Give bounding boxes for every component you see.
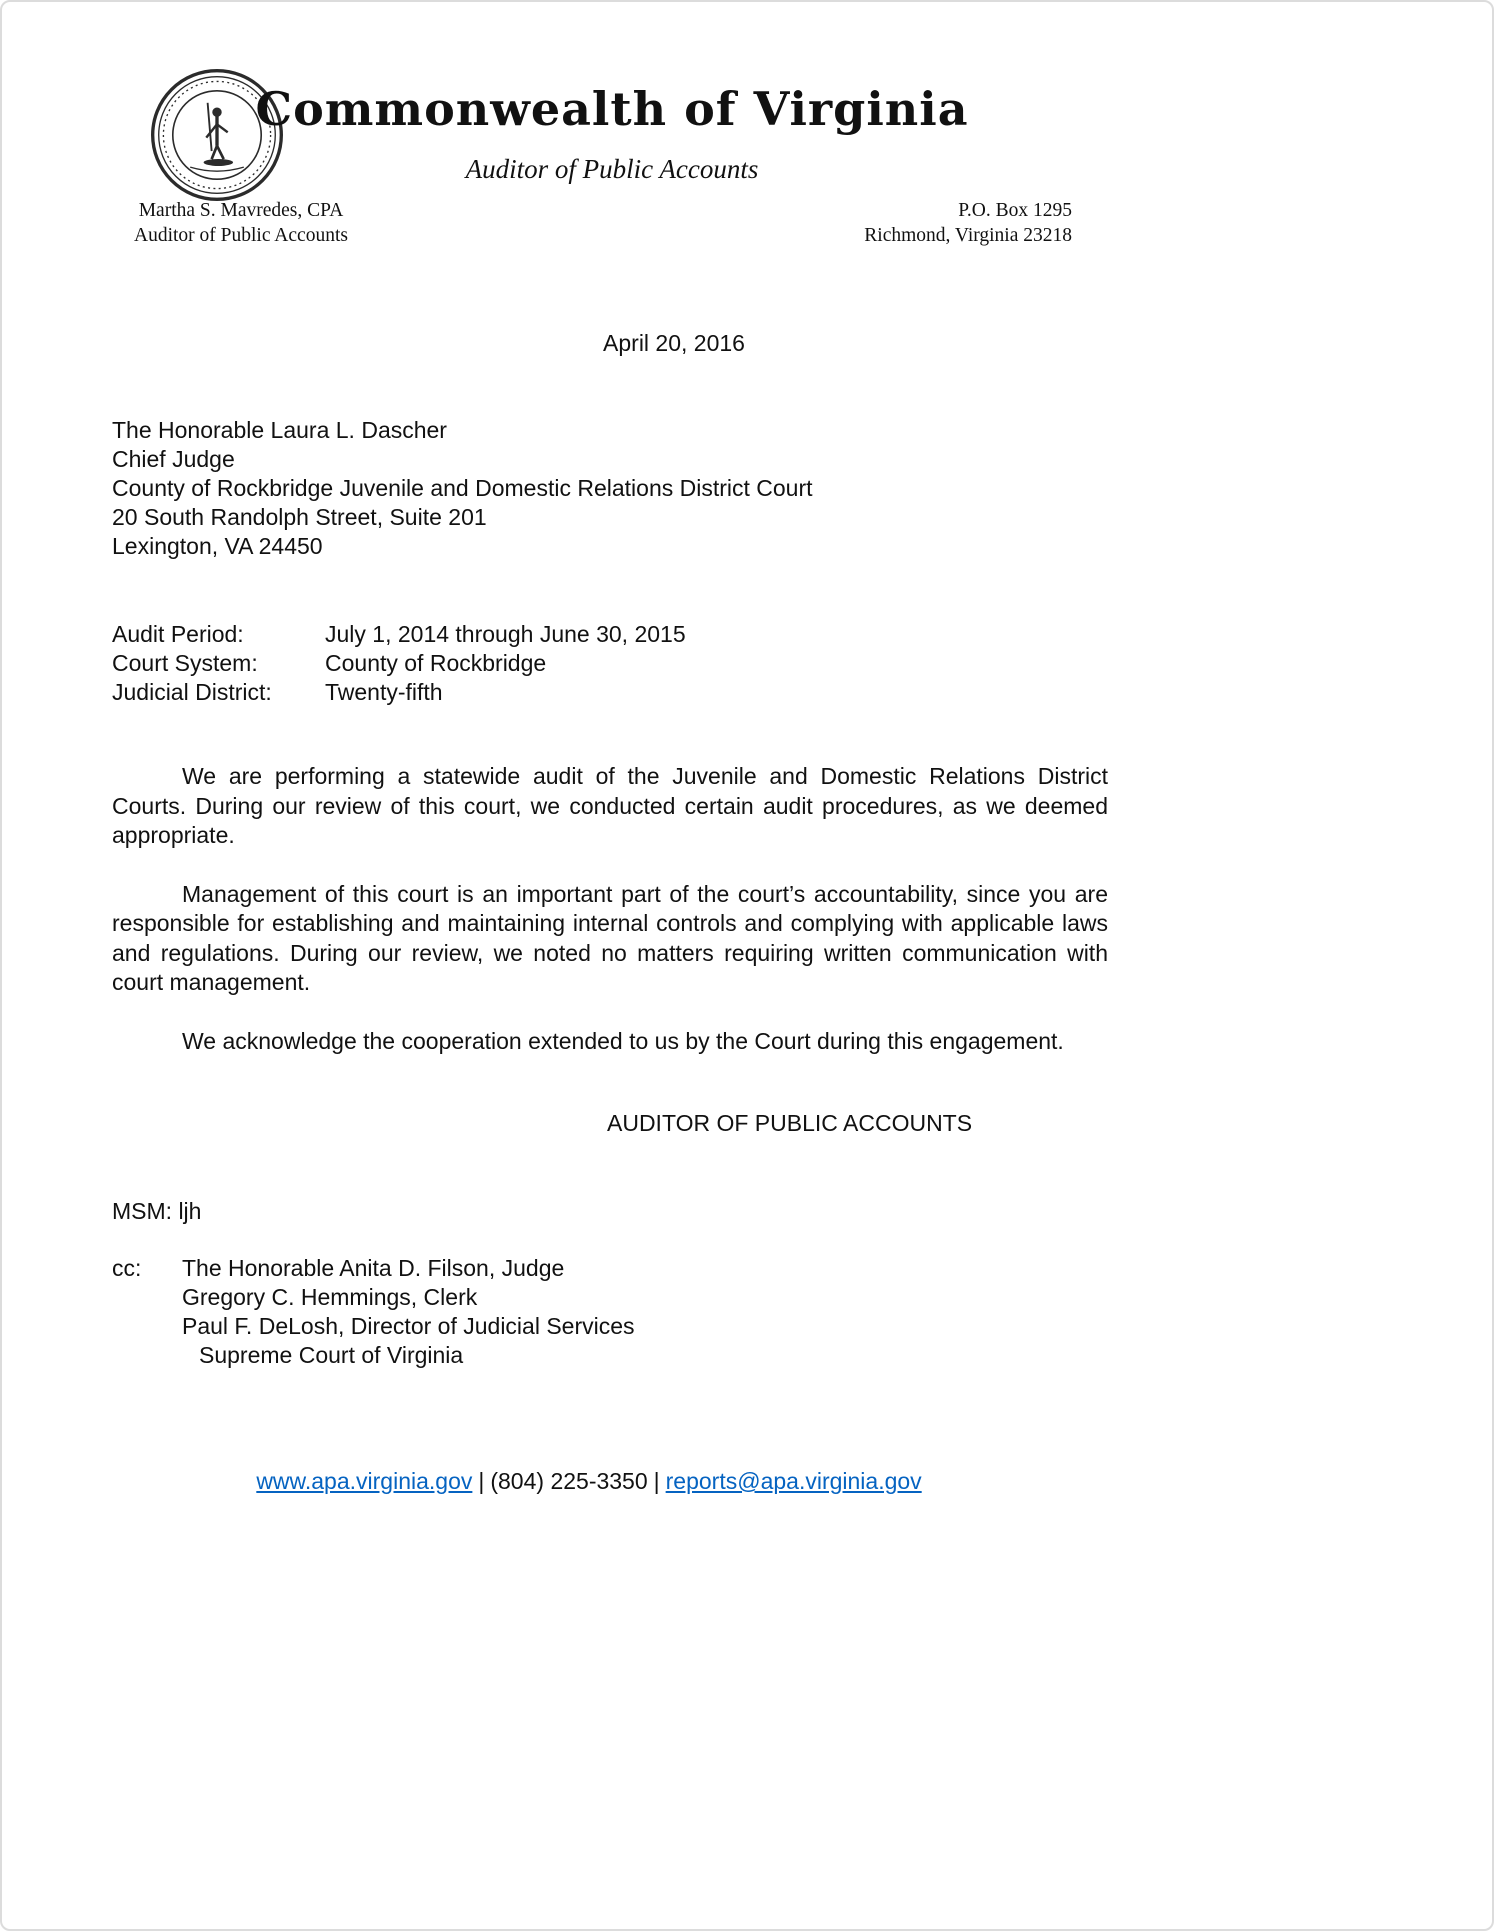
email-link[interactable]: reports@apa.virginia.gov <box>665 1468 922 1494</box>
detail-label: Judicial District: <box>112 679 272 705</box>
sender-block <box>114 198 368 248</box>
signature-block: AUDITOR OF PUBLIC ACCOUNTS <box>607 1110 973 1136</box>
cc-block <box>112 1254 635 1370</box>
detail-value: July 1, 2014 through June 30, 2015 <box>325 621 686 647</box>
reference-initials: MSM: ljh <box>112 1198 202 1224</box>
website-link[interactable]: www.apa.virginia.gov <box>256 1468 473 1494</box>
recipient-line: The Honorable Laura L. Dascher <box>112 417 447 443</box>
letterhead-title: Commonwealth of Virginia <box>255 82 969 136</box>
footer-separator: | <box>653 1468 660 1494</box>
detail-row <box>112 620 686 649</box>
cc-item: Supreme Court of Virginia <box>199 1342 464 1368</box>
cc-list <box>182 1254 635 1370</box>
cc-item: Gregory C. Hemmings, Clerk <box>182 1284 478 1310</box>
sender-name: Martha S. Mavredes, CPA <box>138 200 344 221</box>
body-paragraph: Management of this court is an important part of the court’s accountability, since you are responsible for establishing and maintaining internal controls and complying with applicable laws and regulations. During our review, we noted no matters requiring written communication with court management. <box>112 880 1108 995</box>
phone-number: (804) 225-3350 <box>490 1468 648 1494</box>
detail-row <box>112 678 686 707</box>
recipient-line: 20 South Randolph Street, Suite 201 <box>112 504 487 530</box>
detail-label: Audit Period: <box>112 621 244 647</box>
cc-label: cc: <box>112 1255 142 1281</box>
recipient-line: Chief Judge <box>112 446 235 472</box>
recipient-line: County of Rockbridge Juvenile and Domestic Relations District Court <box>112 475 813 501</box>
body-paragraph: We are performing a statewide audit of the Juvenile and Domestic Relations District Courts. During our review of this court, we conducted certain audit procedures, as we deemed appropriate. <box>112 763 1108 848</box>
recipient-block <box>112 416 813 561</box>
sender-title: Auditor of Public Accounts <box>134 225 348 246</box>
letter-date: April 20, 2016 <box>603 330 745 356</box>
recipient-line: Lexington, VA 24450 <box>112 533 323 559</box>
footer-separator: | <box>478 1468 485 1494</box>
detail-value: County of Rockbridge <box>325 650 547 676</box>
body-paragraph: We acknowledge the cooperation extended to us by the Court during this engagement. <box>182 1027 1064 1054</box>
letter-body <box>112 762 1108 1085</box>
cc-item: Paul F. DeLosh, Director of Judicial Services <box>182 1313 635 1339</box>
detail-row <box>112 649 686 678</box>
audit-details <box>112 620 686 707</box>
detail-label: Court System: <box>112 650 258 676</box>
return-address-line2: Richmond, Virginia 23218 <box>864 225 1072 246</box>
cc-item: The Honorable Anita D. Filson, Judge <box>182 1255 565 1281</box>
return-address-block <box>792 198 1072 248</box>
letterhead-subtitle: Auditor of Public Accounts <box>465 154 759 184</box>
letter-footer <box>2 1468 1176 1495</box>
detail-value: Twenty-fifth <box>325 679 443 705</box>
return-address-line1: P.O. Box 1295 <box>958 200 1072 221</box>
